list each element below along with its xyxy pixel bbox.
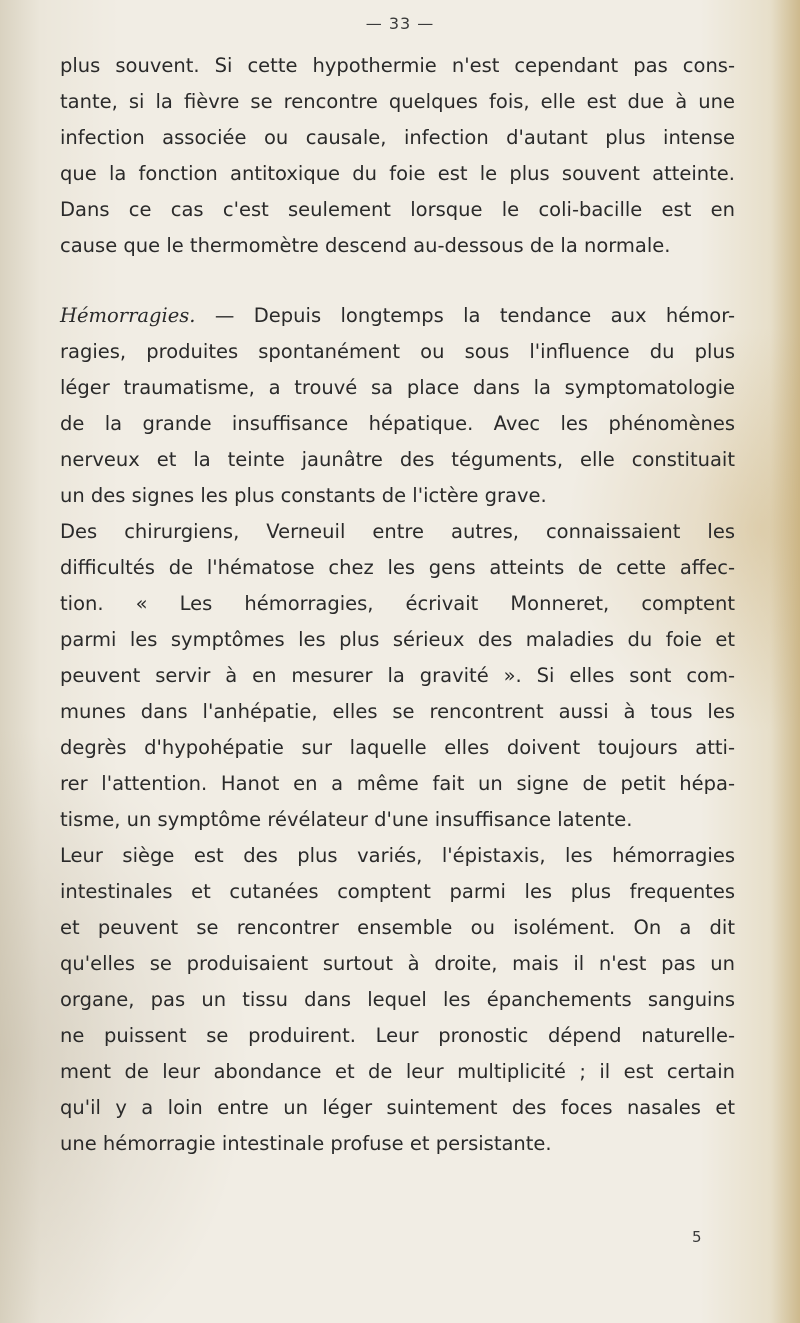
- text-line: ne puissent se produirent. Leur pronostic dépend naturelle-: [60, 1024, 735, 1047]
- text-line: rer l'attention. Hanot en a même fait un signe de petit hépa-: [60, 772, 735, 795]
- text-line: qu'elles se produisaient surtout à droite, mais il n'est pas un: [60, 952, 735, 975]
- text-line: ment de leur abondance et de leur multiplicité ; il est certain: [60, 1060, 735, 1083]
- text-line: munes dans l'anhépatie, elles se rencontrent aussi à tous les: [60, 700, 735, 723]
- text-line: que la fonction antitoxique du foie est le plus souvent atteinte.: [60, 162, 735, 185]
- heading-line-rest: — Depuis longtemps la tendance aux hémor-: [195, 304, 735, 327]
- text-line: intestinales et cutanées comptent parmi les plus frequentes: [60, 880, 735, 903]
- text-line: parmi les symptômes les plus sérieux des maladies du foie et: [60, 628, 735, 651]
- paragraph-hemorrhages: [60, 298, 735, 514]
- text-line: et peuvent se rencontrer ensemble ou isolément. On a dit: [60, 916, 735, 939]
- text-line: une hémorragie intestinale profuse et persistante.: [60, 1132, 552, 1155]
- text-line: Leur siège est des plus variés, l'épistaxis, les hémorragies: [60, 844, 735, 867]
- text-line: léger traumatisme, a trouvé sa place dans la symptomatologie: [60, 376, 735, 399]
- text-line: cause que le thermomètre descend au-dessous de la normale.: [60, 234, 671, 257]
- text-line: difficultés de l'hématose chez les gens atteints de cette affec-: [60, 556, 735, 579]
- paragraph-gap: [60, 264, 735, 298]
- text-line: Dans ce cas c'est seulement lorsque le coli-bacille est en: [60, 198, 735, 221]
- text-line: plus souvent. Si cette hypothermie n'est cependant pas cons-: [60, 54, 735, 77]
- text-line: tion. « Les hémorragies, écrivait Monneret, comptent: [60, 592, 735, 615]
- text-line: un des signes les plus constants de l'ictère grave.: [60, 484, 547, 507]
- text-line: organe, pas un tissu dans lequel les épanchements sanguins: [60, 988, 735, 1011]
- text-line: nerveux et la teinte jaunâtre des téguments, elle constituait: [60, 448, 735, 471]
- body-text: [60, 48, 735, 1162]
- text-line: peuvent servir à en mesurer la gravité ». Si elles sont com-: [60, 664, 735, 687]
- text-line: de la grande insuffisance hépatique. Avec les phénomènes: [60, 412, 735, 435]
- section-heading: Hémorragies.: [60, 304, 196, 327]
- paragraph-location: [60, 838, 735, 1162]
- signature-mark: 5: [692, 1228, 702, 1246]
- text-line: degrès d'hypohépatie sur laquelle elles doivent toujours atti-: [60, 736, 735, 759]
- page-number: — 33 —: [365, 14, 435, 33]
- paragraph-surgeons: [60, 514, 735, 838]
- text-line: tante, si la fièvre se rencontre quelques fois, elle est due à une: [60, 90, 735, 113]
- text-line: qu'il y a loin entre un léger suintement des foces nasales et: [60, 1096, 735, 1119]
- text-line: Des chirurgiens, Verneuil entre autres, connaissaient les: [60, 520, 735, 543]
- paragraph-hypothermia: [60, 48, 735, 264]
- text-line: infection associée ou causale, infection d'autant plus intense: [60, 126, 735, 149]
- text-line: ragies, produites spontanément ou sous l'influence du plus: [60, 340, 735, 363]
- text-line: tisme, un symptôme révélateur d'une insuffisance latente.: [60, 808, 633, 831]
- text-line: [60, 298, 735, 334]
